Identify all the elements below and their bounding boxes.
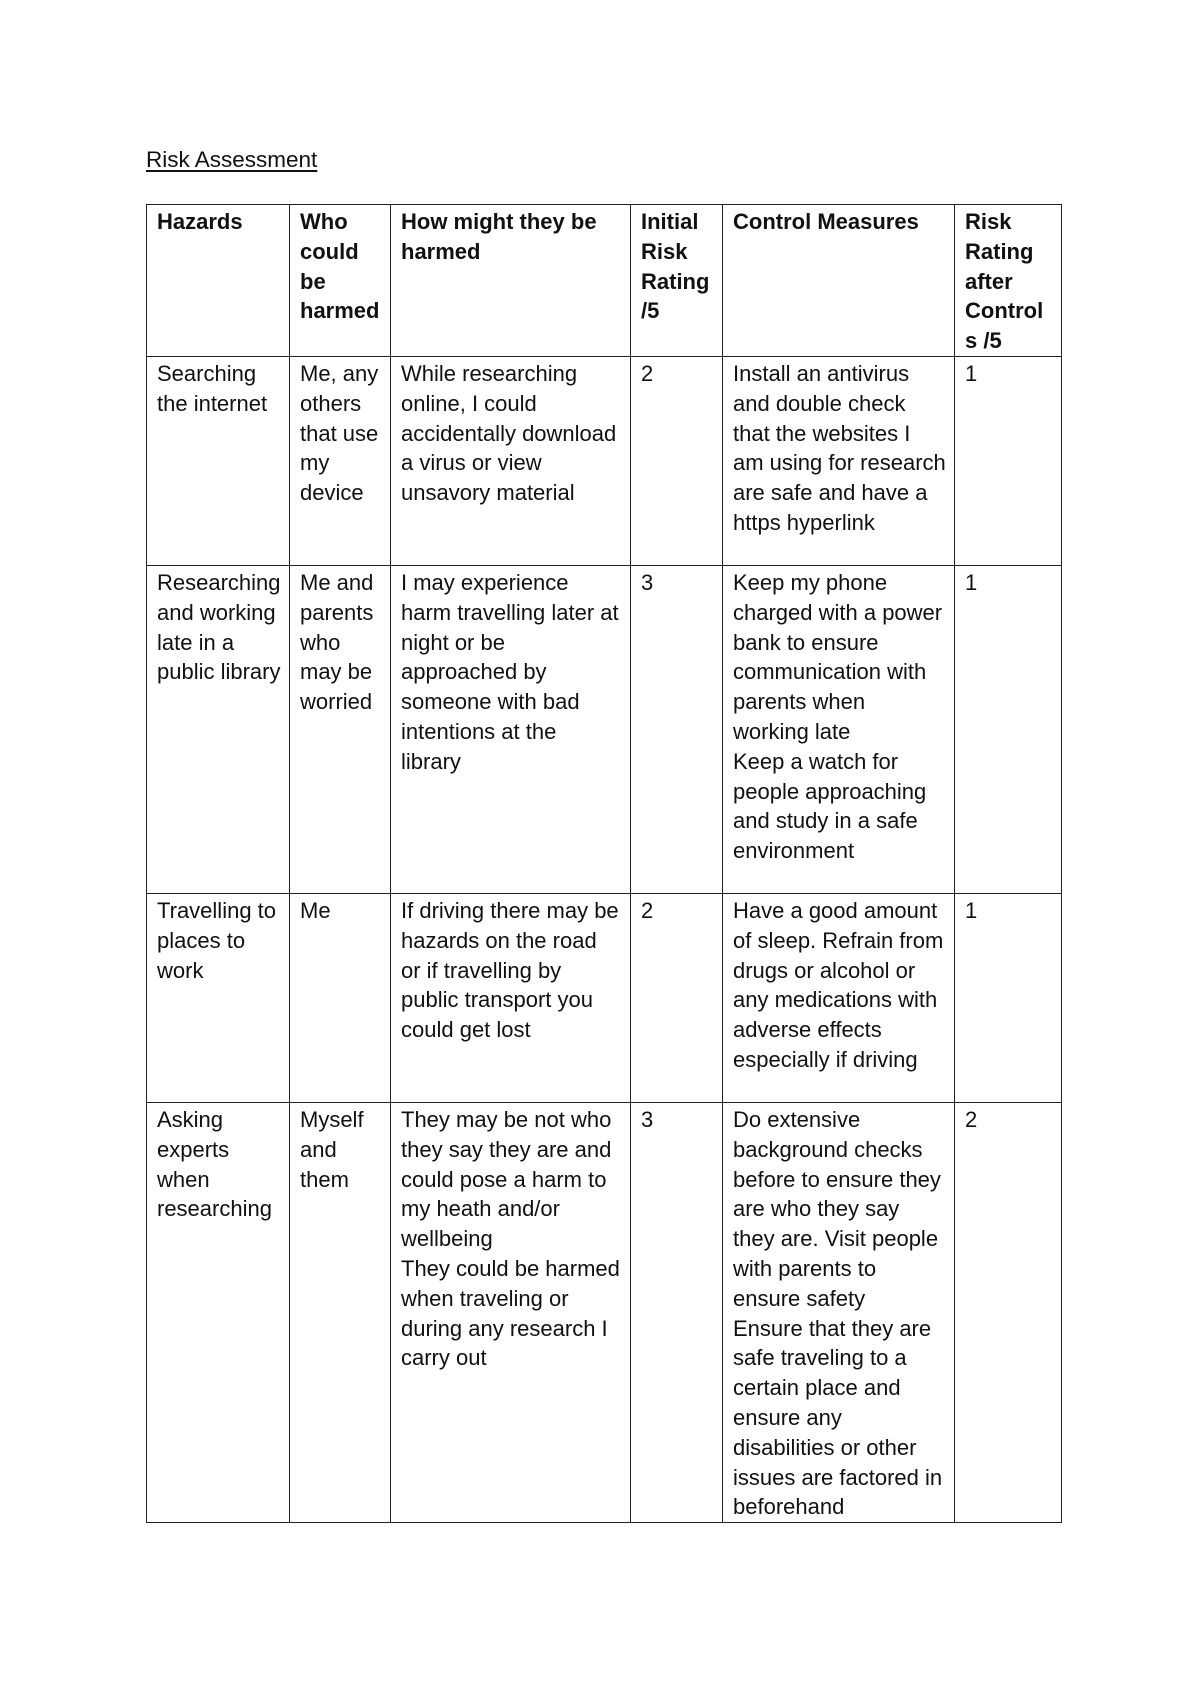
hazard-cell: Travelling to places to work — [147, 893, 290, 1102]
header-risk-rating-after-controls: Risk Rating after Controls /5 — [955, 205, 1062, 357]
header-who-could-be-harmed: Who could be harmed — [290, 205, 391, 357]
document-title: Risk Assessment — [146, 147, 318, 172]
how-harmed-cell-paragraph: They may be not who they say they are and could pose a harm to my heath and/or wellbeing — [401, 1106, 612, 1252]
header-control-measures: Control Measures — [723, 205, 955, 357]
control-measures-cell-paragraph: Have a good amount of sleep. Refrain from drugs or alcohol or any medications with adverse effects especially if driving — [733, 897, 944, 1072]
how-harmed-cell — [391, 893, 631, 1102]
how-harmed-cell-paragraph: If driving there may be hazards on the road or if travelling by public transport you could get lost — [401, 897, 619, 1043]
table-row — [147, 565, 1062, 893]
initial-rating-cell: 2 — [631, 893, 723, 1102]
control-measures-cell-paragraph: Install an antivirus and double check that the websites I am using for research are safe and have a https hyperlink — [733, 360, 946, 535]
how-harmed-cell-paragraph: While researching online, I could accidentally download a virus or view unsavory material — [401, 360, 617, 506]
table-header-row — [147, 205, 1062, 357]
how-harmed-cell — [391, 356, 631, 565]
hazard-cell: Researching and working late in a public library — [147, 565, 290, 893]
how-harmed-cell-paragraph: I may experience harm travelling later at night or be approached by someone with bad intentions at the library — [401, 569, 619, 774]
after-rating-cell: 2 — [955, 1102, 1062, 1522]
header-initial-risk-rating: Initial Risk Rating /5 — [631, 205, 723, 357]
control-measures-cell-paragraph: Ensure that they are safe traveling to a certain place and ensure any disabilities or other issues are factored in beforehand — [733, 1315, 943, 1520]
control-measures-cell-paragraph: Keep a watch for people approaching and study in a safe environment — [733, 748, 927, 864]
control-measures-cell — [723, 356, 955, 565]
who-harmed-cell: Me — [290, 893, 391, 1102]
header-hazards: Hazards — [147, 205, 290, 357]
after-rating-cell: 1 — [955, 356, 1062, 565]
table-row — [147, 893, 1062, 1102]
risk-assessment-table — [146, 204, 1062, 1523]
who-harmed-cell: Me, any others that use my device — [290, 356, 391, 565]
how-harmed-cell — [391, 1102, 631, 1522]
hazard-cell: Searching the internet — [147, 356, 290, 565]
who-harmed-cell: Myself and them — [290, 1102, 391, 1522]
control-measures-cell — [723, 565, 955, 893]
control-measures-cell-paragraph: Do extensive background checks before to ensure they are who they say they are. Visit people with parents to ensure safety — [733, 1106, 941, 1311]
after-rating-cell: 1 — [955, 565, 1062, 893]
how-harmed-cell-paragraph: They could be harmed when traveling or during any research I carry out — [401, 1255, 620, 1371]
control-measures-cell-paragraph: Keep my phone charged with a power bank to ensure communication with parents when working late — [733, 569, 943, 744]
initial-rating-cell: 2 — [631, 356, 723, 565]
control-measures-cell — [723, 1102, 955, 1522]
hazard-cell: Asking experts when researching — [147, 1102, 290, 1522]
table-row — [147, 356, 1062, 565]
how-harmed-cell — [391, 565, 631, 893]
after-rating-cell: 1 — [955, 893, 1062, 1102]
header-how-harmed: How might they be harmed — [391, 205, 631, 357]
initial-rating-cell: 3 — [631, 565, 723, 893]
who-harmed-cell: Me and parents who may be worried — [290, 565, 391, 893]
control-measures-cell — [723, 893, 955, 1102]
table-row — [147, 1102, 1062, 1522]
initial-rating-cell: 3 — [631, 1102, 723, 1522]
